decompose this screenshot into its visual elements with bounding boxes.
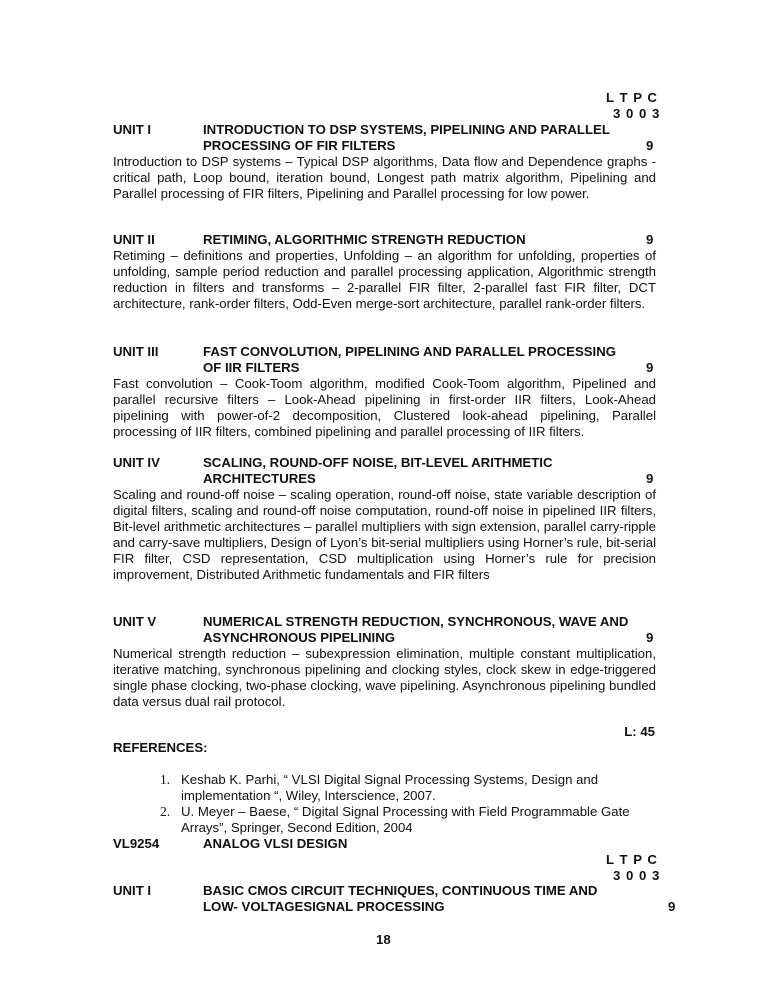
unit-title-line2: ASYNCHRONOUS PIPELINING: [203, 630, 395, 645]
ltpc-label: L T P C: [606, 90, 658, 105]
unit-hours: 9: [646, 471, 654, 486]
unit-body: Retiming – definitions and properties, Unfolding – an algorithm for unfolding, properties of unfolding, sample period reduction and parallel processing application, Algorithmic strength reduction in filters and transforms – 2-parallel FIR filter, 2-parallel fast FIR filter, DCT architecture, rank-order filters, Odd-Even merge-sort architecture, parallel rank-order filters.: [113, 248, 656, 311]
total-hours: L: 45: [624, 724, 655, 739]
unit-title-line2: PROCESSING OF FIR FILTERS: [203, 138, 396, 153]
reference-line: Arrays”, Springer, Second Edition, 2004: [181, 820, 413, 835]
unit-body: Fast convolution – Cook-Toom algorithm, modified Cook-Toom algorithm, Pipelined and parallel recursive filters – Look-Ahead pipelining in first-order IIR filters, Look-Ahead pipelining with power-of-2 decomposition, Clustered look-ahead pipelining, Parallel processing of IIR filters, combined pipelining and parallel processing of IIR filters.: [113, 376, 656, 439]
unit-body: Scaling and round-off noise – scaling operation, round-off noise, state variable description of digital filters, scaling and round-off noise computation, round-off noise in pipelined IIR filters, Bit-level arithmetic architectures – parallel multipliers with sign extension, parallel carry-ripple and carry-save multipliers, Design of Lyon’s bit-serial multipliers using Horner’s rule, bit-serial FIR filter, CSD representation, CSD multiplication using Horner’s rule for precision improvement, Distributed Arithmetic fundamentals and FIR filters: [113, 487, 656, 582]
unit-title-line2: LOW- VOLTAGESIGNAL PROCESSING: [203, 899, 445, 914]
unit-title: RETIMING, ALGORITHMIC STRENGTH REDUCTION: [203, 232, 526, 247]
unit-title: NUMERICAL STRENGTH REDUCTION, SYNCHRONOUS, WAVE AND: [203, 614, 629, 629]
course-title: ANALOG VLSI DESIGN: [203, 836, 348, 851]
unit-body: Introduction to DSP systems – Typical DSP algorithms, Data flow and Dependence graphs - critical path, Loop bound, iteration bound, Longest path matrix algorithm, Pipelining and Parallel processing of FIR filters, Pipelining and Parallel processing for low power.: [113, 154, 656, 201]
reference-line: Keshab K. Parhi, “ VLSI Digital Signal Processing Systems, Design and: [181, 772, 599, 787]
reference-number: 1.: [160, 772, 171, 787]
ltpc-values: 3 0 0 3: [613, 868, 661, 883]
reference-line: implementation “, Wiley, Interscience, 2007.: [181, 788, 436, 803]
unit-body: Numerical strength reduction – subexpression elimination, multiple constant multiplication, iterative matching, synchronous pipelining and clocking styles, clock skew in edge-triggered single phase clocking, two-phase clocking, wave pipelining. Asynchronous pipelining bundled data versus dual rail protocol.: [113, 646, 656, 709]
unit-title: INTRODUCTION TO DSP SYSTEMS, PIPELINING AND PARALLEL: [203, 122, 610, 137]
unit-title-line2: ARCHITECTURES: [203, 471, 316, 486]
unit-label: UNIT I: [113, 883, 152, 898]
unit-hours: 9: [668, 899, 676, 914]
unit-hours: 9: [646, 232, 654, 247]
unit-hours: 9: [646, 630, 654, 645]
unit-label: UNIT IV: [113, 455, 160, 470]
references-heading: REFERENCES:: [113, 740, 208, 755]
ltpc-label: L T P C: [606, 852, 658, 867]
unit-title-line2: OF IIR FILTERS: [203, 360, 300, 375]
page-number: 18: [376, 932, 391, 947]
course-code: VL9254: [113, 836, 160, 851]
reference-line: U. Meyer – Baese, “ Digital Signal Processing with Field Programmable Gate: [181, 804, 630, 819]
unit-label: UNIT V: [113, 614, 157, 629]
unit-title: BASIC CMOS CIRCUIT TECHNIQUES, CONTINUOUS TIME AND: [203, 883, 598, 898]
unit-label: UNIT II: [113, 232, 155, 247]
unit-hours: 9: [646, 360, 654, 375]
unit-title: SCALING, ROUND-OFF NOISE, BIT-LEVEL ARITHMETIC: [203, 455, 553, 470]
unit-label: UNIT I: [113, 122, 152, 137]
unit-hours: 9: [646, 138, 654, 153]
reference-number: 2.: [160, 804, 171, 819]
unit-label: UNIT III: [113, 344, 159, 359]
unit-title: FAST CONVOLUTION, PIPELINING AND PARALLEL PROCESSING: [203, 344, 616, 359]
ltpc-values: 3 0 0 3: [613, 106, 661, 121]
